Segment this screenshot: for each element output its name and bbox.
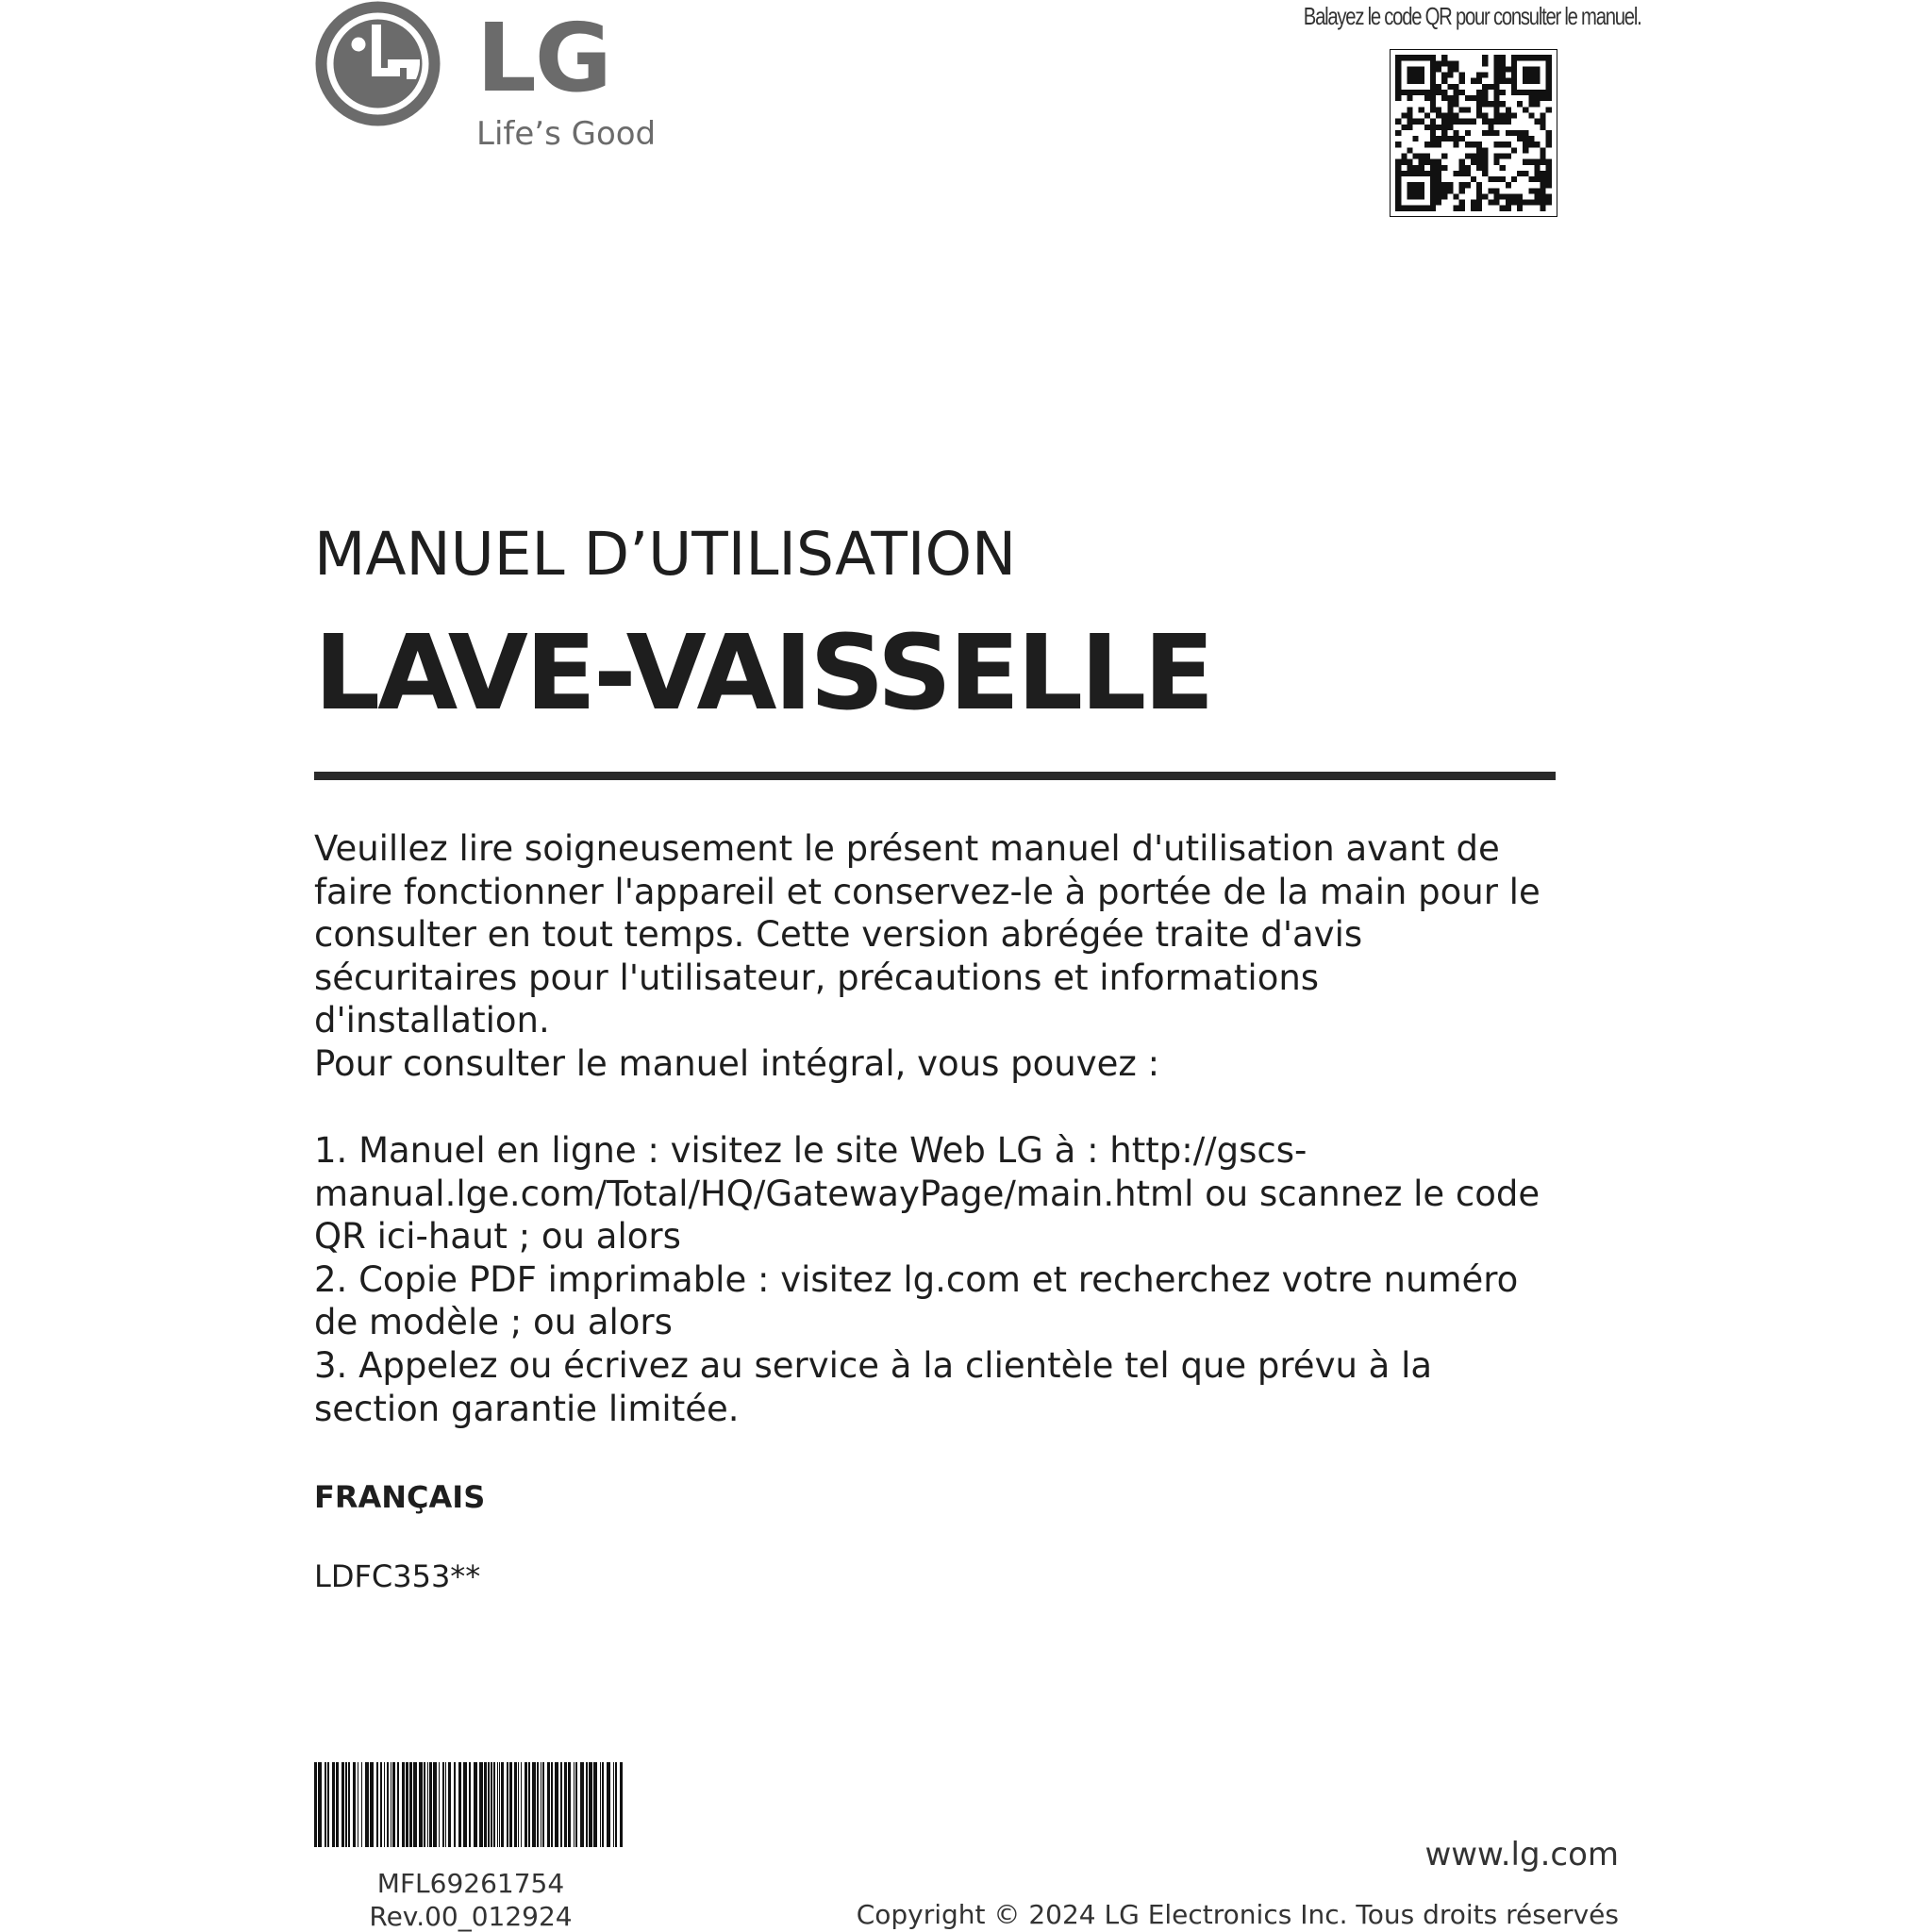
intro-paragraph: Veuillez lire soigneusement le présent manuel d'utilisation avant de faire fonctionner l'appareil et conservez-le à portée de la main pour le consulter en tout temps. Cette version abrégée traite d'avis sécuritaires pour l'utilisateur, précautions et informations d'installation. xyxy=(314,828,1541,1041)
website-link[interactable]: www.lg.com xyxy=(1424,1836,1619,1874)
lg-wordmark: LG xyxy=(476,3,610,113)
lg-face-logo-icon xyxy=(314,0,441,127)
list-item: 2. Copie PDF imprimable : visitez lg.com et recherchez votre numéro de modèle ; ou alors xyxy=(314,1258,1519,1343)
lead-paragraph: Pour consulter le manuel intégral, vous pouvez : xyxy=(314,1043,1160,1084)
model-number: LDFC353** xyxy=(314,1558,481,1594)
title-divider xyxy=(314,772,1556,780)
document-subtitle: MANUEL D’UTILISATION xyxy=(314,520,1017,589)
qr-caption: Balayez le code QR pour consulter le manuel. xyxy=(1303,2,1641,30)
list-item: 1. Manuel en ligne : visitez le site Web LG à : http://gscs-manual.lge.com/Total/HQ/GatewayPage/main.html ou scannez le code QR ici-haut ; ou alors xyxy=(314,1130,1541,1257)
document-title: LAVE-VAISSELLE xyxy=(314,612,1212,733)
list-item: 3. Appelez ou écrivez au service à la clientèle tel que prévu à la section garantie limitée. xyxy=(314,1344,1433,1429)
revision-code: Rev.00_012924 xyxy=(369,1901,573,1932)
brand-tagline: Life’s Good xyxy=(476,115,657,153)
manual-options-list xyxy=(314,1129,1559,1430)
barcode-icon xyxy=(314,1762,627,1847)
qr-code-icon[interactable] xyxy=(1390,49,1557,217)
part-number: MFL69261754 xyxy=(376,1868,565,1899)
language-label: FRANÇAIS xyxy=(314,1479,486,1515)
copyright-notice: Copyright © 2024 LG Electronics Inc. Tous droits réservés xyxy=(856,1899,1619,1930)
lg-logo xyxy=(314,0,657,160)
